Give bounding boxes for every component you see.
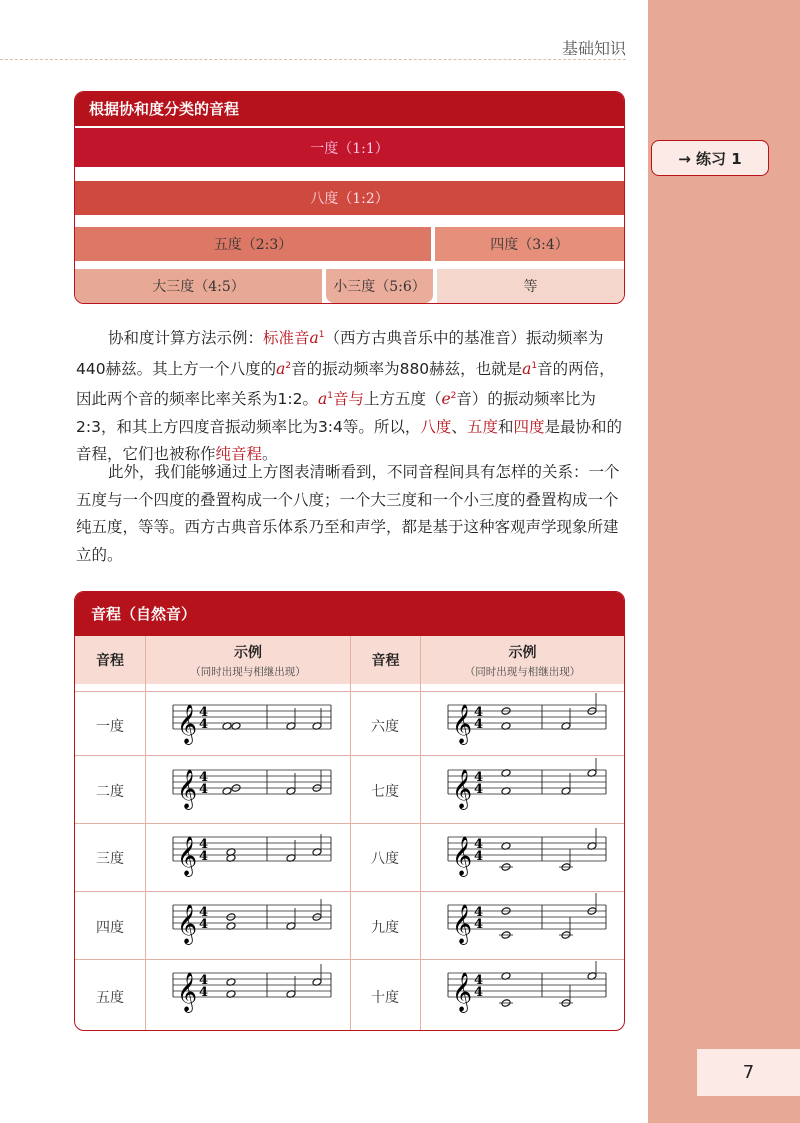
consonance-title: 根据协和度分类的音程 bbox=[75, 92, 624, 126]
header-interval-left: 音程 bbox=[75, 636, 145, 684]
interval-name: 一度 bbox=[96, 719, 124, 735]
treble-clef-icon: 𝄞 bbox=[452, 904, 473, 944]
time-signature: 4 bbox=[199, 905, 209, 920]
time-signature: 4 bbox=[199, 770, 209, 785]
column-divider bbox=[145, 636, 146, 1031]
fourth-bar: 四度（3:4） bbox=[435, 227, 624, 261]
treble-clef-icon: 𝄞 bbox=[452, 836, 473, 876]
time-signature: 4 bbox=[474, 985, 484, 1000]
treble-clef-icon: 𝄞 bbox=[452, 972, 473, 1012]
music-staff bbox=[171, 825, 341, 885]
minor-third-bar: 小三度（5:6） bbox=[326, 269, 433, 303]
music-staff bbox=[446, 758, 616, 818]
music-staff bbox=[446, 893, 616, 953]
row-divider bbox=[75, 823, 624, 824]
paragraph-consonance-example: 协和度计算方法示例：标准音$a^1$（西方古典音乐中的基准音）振动频率为440赫兹。其上方一个八度的$a^2$音的振动频率为880赫兹，也就是$a^1$音的两倍，因此两个音的频率比率关系为1:2。$a^1$音与上方五度（$e^2$音）的振动频率比为2:3，和其上方四度音振动频率比为3:4等。所以，八度、五度和四度是最协和的音程，它们也被称作纯音程。 bbox=[76, 329, 622, 464]
header-divider bbox=[0, 59, 626, 60]
major-third-bar: 大三度（4:5） bbox=[75, 269, 322, 303]
interval-name: 五度 bbox=[96, 990, 124, 1006]
time-signature: 4 bbox=[474, 837, 484, 852]
section-title: 基础知识 bbox=[561, 39, 626, 58]
interval-name: 八度 bbox=[371, 851, 399, 867]
treble-clef-icon: 𝄞 bbox=[177, 972, 198, 1012]
consonance-box bbox=[74, 91, 625, 304]
column-divider bbox=[350, 636, 351, 1031]
intervals-title: 音程（自然音） bbox=[75, 592, 624, 636]
treble-clef-icon: 𝄞 bbox=[452, 704, 473, 744]
column-divider bbox=[420, 636, 421, 1031]
interval-name: 七度 bbox=[371, 784, 399, 800]
time-signature: 4 bbox=[199, 917, 209, 932]
time-signature: 4 bbox=[474, 782, 484, 797]
time-signature: 4 bbox=[199, 849, 209, 864]
time-signature: 4 bbox=[474, 717, 484, 732]
music-staff bbox=[446, 693, 616, 753]
page-number: 7 bbox=[697, 1049, 800, 1096]
etc-bar: 等 bbox=[437, 269, 624, 303]
time-signature: 4 bbox=[199, 717, 209, 732]
row-divider bbox=[75, 891, 624, 892]
treble-clef-icon: 𝄞 bbox=[177, 904, 198, 944]
header-interval-right: 音程 bbox=[351, 636, 420, 684]
fifth-bar: 五度（2:3） bbox=[75, 227, 431, 261]
time-signature: 4 bbox=[199, 837, 209, 852]
time-signature: 4 bbox=[474, 973, 484, 988]
time-signature: 4 bbox=[199, 973, 209, 988]
row-divider bbox=[75, 691, 624, 692]
time-signature: 4 bbox=[199, 705, 209, 720]
time-signature: 4 bbox=[474, 770, 484, 785]
row-divider bbox=[75, 959, 624, 960]
interval-name: 十度 bbox=[371, 990, 399, 1006]
time-signature: 4 bbox=[199, 782, 209, 797]
interval-name: 三度 bbox=[96, 851, 124, 867]
treble-clef-icon: 𝄞 bbox=[177, 769, 198, 809]
time-signature: 4 bbox=[474, 705, 484, 720]
time-signature: 4 bbox=[474, 917, 484, 932]
music-staff bbox=[171, 758, 341, 818]
interval-name: 九度 bbox=[371, 920, 399, 936]
music-staff bbox=[171, 893, 341, 953]
paragraph-interval-relations: 此外，我们能够通过上方图表清晰看到，不同音程间具有怎样的关系：一个五度与一个四度的叠置构成一个八度；一个大三度和一个小三度的叠置构成一个纯五度，等等。西方古典音乐体系乃至和声学，都是基于这种客观声学现象所建立的。 bbox=[76, 463, 620, 564]
treble-clef-icon: 𝄞 bbox=[177, 836, 198, 876]
music-staff bbox=[171, 693, 341, 753]
time-signature: 4 bbox=[199, 985, 209, 1000]
treble-clef-icon: 𝄞 bbox=[452, 769, 473, 809]
practice-link[interactable]: → 练习 1 bbox=[651, 140, 769, 176]
music-staff bbox=[446, 825, 616, 885]
intervals-table bbox=[74, 591, 625, 1031]
header-example-right: 示例 （同时出现与相继出现） bbox=[421, 636, 624, 684]
treble-clef-icon: 𝄞 bbox=[177, 704, 198, 744]
interval-name: 二度 bbox=[96, 784, 124, 800]
music-staff bbox=[171, 961, 341, 1021]
interval-name: 六度 bbox=[371, 719, 399, 735]
music-staff bbox=[446, 961, 616, 1021]
interval-name: 四度 bbox=[96, 920, 124, 936]
octave-bar: 八度（1:2） bbox=[75, 181, 624, 215]
time-signature: 4 bbox=[474, 905, 484, 920]
row-divider bbox=[75, 755, 624, 756]
header-example-left: 示例 （同时出现与相继出现） bbox=[146, 636, 350, 684]
time-signature: 4 bbox=[474, 849, 484, 864]
unison-bar: 一度（1:1） bbox=[75, 128, 624, 167]
